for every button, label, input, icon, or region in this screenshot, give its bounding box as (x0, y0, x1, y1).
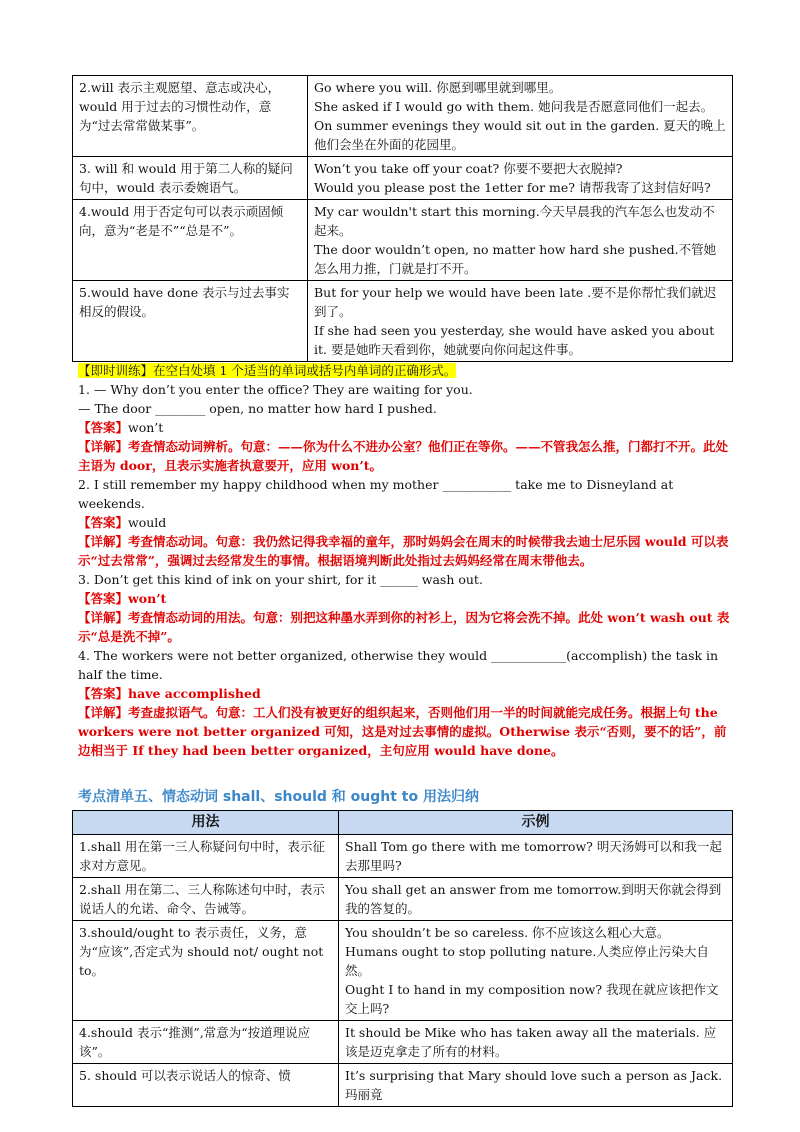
practice-section (78, 361, 738, 760)
example-text: If she had seen you yesterday, she would have asked you about it. 要是她昨天看到你，她就要向你问起这件事。 (314, 323, 715, 357)
example-cell (339, 921, 733, 1021)
example-cell (308, 76, 733, 157)
example-text: You shouldn’t be so careless. 你不应该这么粗心大意。 (345, 925, 670, 940)
explanation: 【详解】考查情态动词。句意：我仍然记得我幸福的童年，那时妈妈会在周末的时候带我去迪士尼乐园 would 可以表示“过去常常”，强调过去经常发生的事情。根据语境判断此处指过去妈妈经常在周末带他去。 (78, 534, 729, 568)
example-text: On summer evenings they would sit out in the garden. 夏天的晚上他们会坐在外面的花园里。 (314, 118, 726, 152)
usage-cell: 5.would have done 表示与过去事实相反的假设。 (73, 281, 308, 362)
question-text: 3. Don’t get this kind of ink on your shirt, for it ______ wash out. (78, 572, 483, 587)
answer-value: would (128, 515, 167, 530)
explanation: 【详解】考查情态动词辨析。句意：——你为什么不进办公室？他们正在等你。——不管我怎么推，门都打不开。此处主语为 door，且表示实施者执意要开，应用 won’t。 (78, 439, 729, 473)
example-cell (308, 281, 733, 362)
explanation: 【详解】考查情态动词的用法。句意：别把这种墨水弄到你的衬衫上，因为它将会洗不掉。此处 won’t wash out 表示“总是洗不掉”。 (78, 610, 730, 644)
example-text: But for your help we would have been late .要不是你帮忙我们就迟到了。 (314, 285, 717, 319)
example-cell (339, 1064, 733, 1107)
table-row (73, 281, 733, 362)
answer-label: 【答案】 (78, 515, 129, 530)
example-text: It’s surprising that Mary should love such a person as Jack. 玛丽竟 (345, 1068, 723, 1102)
usage-cell: 3.should/ought to 表示责任，义务，意为“应该”,否定式为 should not/ ought not to。 (73, 921, 339, 1021)
question-text: 2. I still remember my happy childhood when my mother ___________ take me to Disneyland at weekends. (78, 477, 674, 511)
table-row (73, 200, 733, 281)
usage-cell: 4.should 表示“推测”,常意为“按道理说应该”。 (73, 1021, 339, 1064)
answer-label: 【答案】 (78, 420, 129, 435)
example-text: Ought I to hand in my composition now? 我现在就应该把作文交上吗? (345, 982, 719, 1016)
answer-value: have accomplished (128, 686, 261, 701)
modal-verbs-will-would-table (72, 75, 733, 362)
column-header-example: 示例 (339, 811, 733, 835)
example-cell (339, 835, 733, 878)
table-row (73, 1064, 733, 1107)
example-text: Humans ought to stop polluting nature.人类应停止污染大自然。 (345, 944, 709, 978)
practice-heading: 【即时训练】在空白处填 1 个适当的单词或括号内单词的正确形式。 (78, 363, 457, 378)
example-text: She asked if I would go with them. 她问我是否愿意同他们一起去。 (314, 99, 714, 114)
usage-cell: 4.would 用于否定句可以表示顽固倾向，意为“老是不”“总是不”。 (73, 200, 308, 281)
answer-value: won’t (128, 420, 164, 435)
example-text: The door wouldn’t open, no matter how hard she pushed.不管她怎么用力推，门就是打不开。 (314, 242, 717, 276)
question-text: 4. The workers were not better organized, otherwise they would ____________(accomplish) the task in half the time. (78, 648, 719, 682)
example-text: You shall get an answer from me tomorrow.到明天你就会得到我的答复的。 (345, 882, 722, 916)
section-title: 考点清单五、情态动词 shall、should 和 ought to 用法归纳 (78, 789, 479, 805)
example-text: Shall Tom go there with me tomorrow? 明天汤姆可以和我一起去那里吗? (345, 839, 722, 873)
table-row (73, 835, 733, 878)
table-row (73, 157, 733, 200)
example-cell (308, 157, 733, 200)
example-text: It should be Mike who has taken away all the materials. 应该是迈克拿走了所有的材料。 (345, 1025, 717, 1059)
question-1 (78, 380, 738, 475)
usage-cell: 2.shall 用在第二、三人称陈述句中时，表示说话人的允诺、命令、告诫等。 (73, 878, 339, 921)
example-text: Go where you will. 你愿到哪里就到哪里。 (314, 80, 562, 95)
question-text: — The door ________ open, no matter how hard I pushed. (78, 401, 437, 416)
usage-cell: 1.shall 用在第一三人称疑问句中时，表示征求对方意见。 (73, 835, 339, 878)
usage-cell: 3. will 和 would 用于第二人称的疑问句中，would 表示委婉语气。 (73, 157, 308, 200)
example-text: My car wouldn't start this morning.今天早晨我的汽车怎么也发动不起来。 (314, 204, 715, 238)
example-cell (339, 1021, 733, 1064)
answer-label: 【答案】 (78, 591, 129, 606)
usage-cell: 5. should 可以表示说话人的惊奇、愤 (73, 1064, 339, 1107)
answer-value: won’t (128, 591, 167, 606)
table-row (73, 921, 733, 1021)
table-header-row (73, 811, 733, 835)
question-4 (78, 646, 738, 760)
answer-line (78, 418, 738, 437)
modal-verbs-shall-should-table (72, 810, 733, 1107)
usage-cell: 2.will 表示主观愿望、意志或决心，would 用于过去的习惯性动作，意为“过去常常做某事”。 (73, 76, 308, 157)
answer-line (78, 684, 738, 703)
example-text: Would you please post the 1etter for me? 请帮我寄了这封信好吗? (314, 180, 711, 195)
table-row (73, 76, 733, 157)
column-header-usage: 用法 (73, 811, 339, 835)
example-text: Won’t you take off your coat? 你要不要把大衣脱掉? (314, 161, 623, 176)
answer-label: 【答案】 (78, 686, 129, 701)
question-3 (78, 570, 738, 646)
explanation: 【详解】考查虚拟语气。句意：工人们没有被更好的组织起来，否则他们用一半的时间就能完成任务。根据上句 the workers were not better organized 可知，这是对过去事情的虚拟。Otherwise 表示“否则，要不的话”，前边相当于 If they had been better organized，主句应用 would have done。 (78, 705, 727, 758)
table-row (73, 1021, 733, 1064)
answer-line (78, 513, 738, 532)
table-row (73, 878, 733, 921)
question-text: 1. — Why don’t you enter the office? They are waiting for you. (78, 382, 473, 397)
example-cell (339, 878, 733, 921)
example-cell (308, 200, 733, 281)
question-2 (78, 475, 738, 570)
answer-line (78, 589, 738, 608)
